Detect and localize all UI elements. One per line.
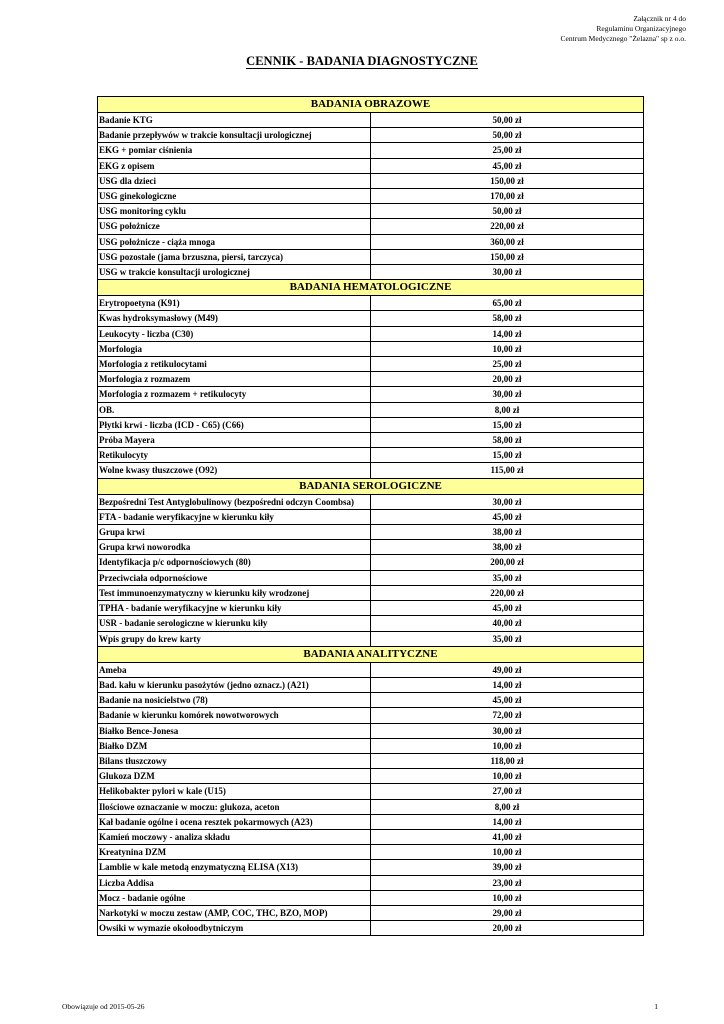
table-row: [98, 723, 644, 738]
table-row: [98, 448, 644, 463]
test-name: Morfologia z retikulocytami: [98, 357, 371, 372]
test-price: 58,00 zł: [371, 433, 644, 448]
header-line-1: Załącznik nr 4 do: [633, 14, 686, 23]
test-name: USG położnicze: [98, 219, 371, 234]
test-price: 65,00 zł: [371, 296, 644, 311]
test-name: Leukocyty - liczba (C30): [98, 326, 371, 341]
table-row: [98, 799, 644, 814]
test-name: Retikulocyty: [98, 448, 371, 463]
section-title: BADANIA HEMATOLOGICZNE: [98, 280, 644, 296]
test-name: Grupa krwi noworodka: [98, 540, 371, 555]
test-name: Glukoza DZM: [98, 769, 371, 784]
page-number: 1: [654, 1002, 658, 1011]
test-name: Badanie na nosicielstwo (78): [98, 693, 371, 708]
table-row: [98, 905, 644, 920]
table-row: [98, 708, 644, 723]
test-name: Wpis grupy do krew karty: [98, 631, 371, 646]
table-row: [98, 204, 644, 219]
test-name: Narkotyki w moczu zestaw (AMP, COC, THC, BZO, MOP): [98, 905, 371, 920]
test-name: Helikobakter pylori w kale (U15): [98, 784, 371, 799]
test-name: OB.: [98, 402, 371, 417]
price-table: [97, 96, 644, 936]
section-title: BADANIA ANALITYCZNE: [98, 646, 644, 662]
test-name: Kreatynina DZM: [98, 845, 371, 860]
table-row: [98, 814, 644, 829]
test-name: Morfologia z rozmazem: [98, 372, 371, 387]
page-title: CENNIK - BADANIA DIAGNOSTYCZNE: [246, 54, 478, 68]
table-row: [98, 357, 644, 372]
test-price: 25,00 zł: [371, 143, 644, 158]
table-row: [98, 525, 644, 540]
test-name: Kwas hydroksymasłowy (M49): [98, 311, 371, 326]
table-row: [98, 234, 644, 249]
table-row: [98, 433, 644, 448]
test-name: USG w trakcie konsultacji urologicznej: [98, 265, 371, 280]
table-row: [98, 143, 644, 158]
test-price: 10,00 zł: [371, 845, 644, 860]
table-row: [98, 173, 644, 188]
table-row: [98, 540, 644, 555]
test-price: 220,00 zł: [371, 585, 644, 600]
test-price: 220,00 zł: [371, 219, 644, 234]
test-name: Test immunoenzymatyczny w kierunku kiły wrodzonej: [98, 585, 371, 600]
table-row: [98, 753, 644, 768]
test-price: 30,00 zł: [371, 723, 644, 738]
table-row: [98, 875, 644, 890]
test-price: 45,00 zł: [371, 693, 644, 708]
test-name: Owsiki w wymazie okołoodbytniczym: [98, 921, 371, 936]
test-price: 15,00 zł: [371, 417, 644, 432]
table-row: [98, 845, 644, 860]
table-row: [98, 921, 644, 936]
table-row: [98, 616, 644, 631]
test-name: Ilościowe oznaczanie w moczu: glukoza, aceton: [98, 799, 371, 814]
document-header: [561, 14, 686, 44]
test-price: 50,00 zł: [371, 204, 644, 219]
test-name: Próba Mayera: [98, 433, 371, 448]
test-price: 45,00 zł: [371, 601, 644, 616]
test-name: USG ginekologiczne: [98, 189, 371, 204]
test-price: 115,00 zł: [371, 463, 644, 478]
table-row: [98, 829, 644, 844]
test-price: 35,00 zł: [371, 570, 644, 585]
test-price: 14,00 zł: [371, 677, 644, 692]
table-row: [98, 387, 644, 402]
table-row: [98, 417, 644, 432]
test-price: 15,00 zł: [371, 448, 644, 463]
test-price: 45,00 zł: [371, 509, 644, 524]
table-row: [98, 326, 644, 341]
test-name: EKG + pomiar ciśnienia: [98, 143, 371, 158]
test-name: Białko DZM: [98, 738, 371, 753]
test-name: Lamblie w kale metodą enzymatyczną ELISA (X13): [98, 860, 371, 875]
test-name: Przeciwciała odpornościowe: [98, 570, 371, 585]
test-name: Płytki krwi - liczba (ICD - C65) (C66): [98, 417, 371, 432]
test-name: Ameba: [98, 662, 371, 677]
test-name: USG monitoring cyklu: [98, 204, 371, 219]
test-name: Liczba Addisa: [98, 875, 371, 890]
test-price: 58,00 zł: [371, 311, 644, 326]
test-price: 25,00 zł: [371, 357, 644, 372]
section-header-row: [98, 646, 644, 662]
table-row: [98, 631, 644, 646]
test-price: 39,00 zł: [371, 860, 644, 875]
test-price: 30,00 zł: [371, 494, 644, 509]
test-price: 10,00 zł: [371, 769, 644, 784]
test-price: 30,00 zł: [371, 387, 644, 402]
table-row: [98, 311, 644, 326]
section-header-row: [98, 478, 644, 494]
test-price: 200,00 zł: [371, 555, 644, 570]
test-price: 40,00 zł: [371, 616, 644, 631]
table-row: [98, 860, 644, 875]
test-name: Morfologia z rozmazem + retikulocyty: [98, 387, 371, 402]
test-price: 45,00 zł: [371, 158, 644, 173]
section-title: BADANIA SEROLOGICZNE: [98, 478, 644, 494]
test-price: 150,00 zł: [371, 249, 644, 264]
test-price: 118,00 zł: [371, 753, 644, 768]
test-price: 50,00 zł: [371, 128, 644, 143]
test-name: Badanie KTG: [98, 113, 371, 128]
test-name: Erytropoetyna (K91): [98, 296, 371, 311]
table-row: [98, 249, 644, 264]
test-name: Badanie w kierunku komórek nowotworowych: [98, 708, 371, 723]
table-row: [98, 296, 644, 311]
test-price: 35,00 zł: [371, 631, 644, 646]
test-price: 8,00 zł: [371, 402, 644, 417]
table-row: [98, 601, 644, 616]
table-row: [98, 341, 644, 356]
price-table-body: [98, 97, 644, 936]
table-row: [98, 113, 644, 128]
test-price: 10,00 zł: [371, 738, 644, 753]
section-header-row: [98, 97, 644, 113]
table-row: [98, 509, 644, 524]
test-price: 41,00 zł: [371, 829, 644, 844]
header-line-3: Centrum Medycznego "Żelazna" sp z o.o.: [560, 34, 686, 43]
test-price: 50,00 zł: [371, 113, 644, 128]
table-row: [98, 662, 644, 677]
test-name: USR - badanie serologiczne w kierunku kiły: [98, 616, 371, 631]
test-price: 72,00 zł: [371, 708, 644, 723]
table-row: [98, 494, 644, 509]
test-name: Kał badanie ogólne i ocena resztek pokarmowych (A23): [98, 814, 371, 829]
test-price: 38,00 zł: [371, 525, 644, 540]
test-name: Grupa krwi: [98, 525, 371, 540]
table-row: [98, 570, 644, 585]
test-name: EKG z opisem: [98, 158, 371, 173]
table-row: [98, 402, 644, 417]
section-header-row: [98, 280, 644, 296]
table-row: [98, 463, 644, 478]
table-row: [98, 555, 644, 570]
test-price: 20,00 zł: [371, 372, 644, 387]
section-title: BADANIA OBRAZOWE: [98, 97, 644, 113]
table-row: [98, 265, 644, 280]
test-price: 23,00 zł: [371, 875, 644, 890]
test-price: 38,00 zł: [371, 540, 644, 555]
table-row: [98, 219, 644, 234]
test-price: 20,00 zł: [371, 921, 644, 936]
test-name: Wolne kwasy tłuszczowe (O92): [98, 463, 371, 478]
test-name: FTA - badanie weryfikacyjne w kierunku kiły: [98, 509, 371, 524]
table-row: [98, 372, 644, 387]
test-name: Identyfikacja p/c odpornościowych (80): [98, 555, 371, 570]
table-row: [98, 189, 644, 204]
table-row: [98, 158, 644, 173]
test-name: Kamień moczowy - analiza składu: [98, 829, 371, 844]
test-price: 14,00 zł: [371, 814, 644, 829]
table-row: [98, 784, 644, 799]
test-price: 150,00 zł: [371, 173, 644, 188]
table-row: [98, 890, 644, 905]
page-title-wrap: [0, 52, 724, 70]
test-price: 49,00 zł: [371, 662, 644, 677]
table-row: [98, 769, 644, 784]
test-price: 27,00 zł: [371, 784, 644, 799]
header-line-2: Regulaminu Organizacyjnego: [596, 24, 686, 33]
test-name: USG dla dzieci: [98, 173, 371, 188]
table-row: [98, 677, 644, 692]
test-price: 170,00 zł: [371, 189, 644, 204]
test-price: 10,00 zł: [371, 341, 644, 356]
test-name: Bezpośredni Test Antyglobulinowy (bezpośredni odczyn Coombsa): [98, 494, 371, 509]
table-row: [98, 693, 644, 708]
test-price: 360,00 zł: [371, 234, 644, 249]
test-price: 30,00 zł: [371, 265, 644, 280]
test-name: Bad. kału w kierunku pasożytów (jedno oznacz.) (A21): [98, 677, 371, 692]
test-name: USG położnicze - ciąża mnoga: [98, 234, 371, 249]
valid-from: Obowiązuje od 2015-05-26: [62, 1002, 145, 1011]
test-name: Mocz - badanie ogólne: [98, 890, 371, 905]
test-price: 29,00 zł: [371, 905, 644, 920]
test-name: Białko Bence-Jonesa: [98, 723, 371, 738]
test-price: 10,00 zł: [371, 890, 644, 905]
test-name: Bilans tłuszczowy: [98, 753, 371, 768]
table-row: [98, 585, 644, 600]
table-row: [98, 128, 644, 143]
test-price: 14,00 zł: [371, 326, 644, 341]
test-name: Morfologia: [98, 341, 371, 356]
test-name: Badanie przepływów w trakcie konsultacji urologicznej: [98, 128, 371, 143]
test-name: TPHA - badanie weryfikacyjne w kierunku kiły: [98, 601, 371, 616]
test-price: 8,00 zł: [371, 799, 644, 814]
test-name: USG pozostałe (jama brzuszna, piersi, tarczyca): [98, 249, 371, 264]
table-row: [98, 738, 644, 753]
